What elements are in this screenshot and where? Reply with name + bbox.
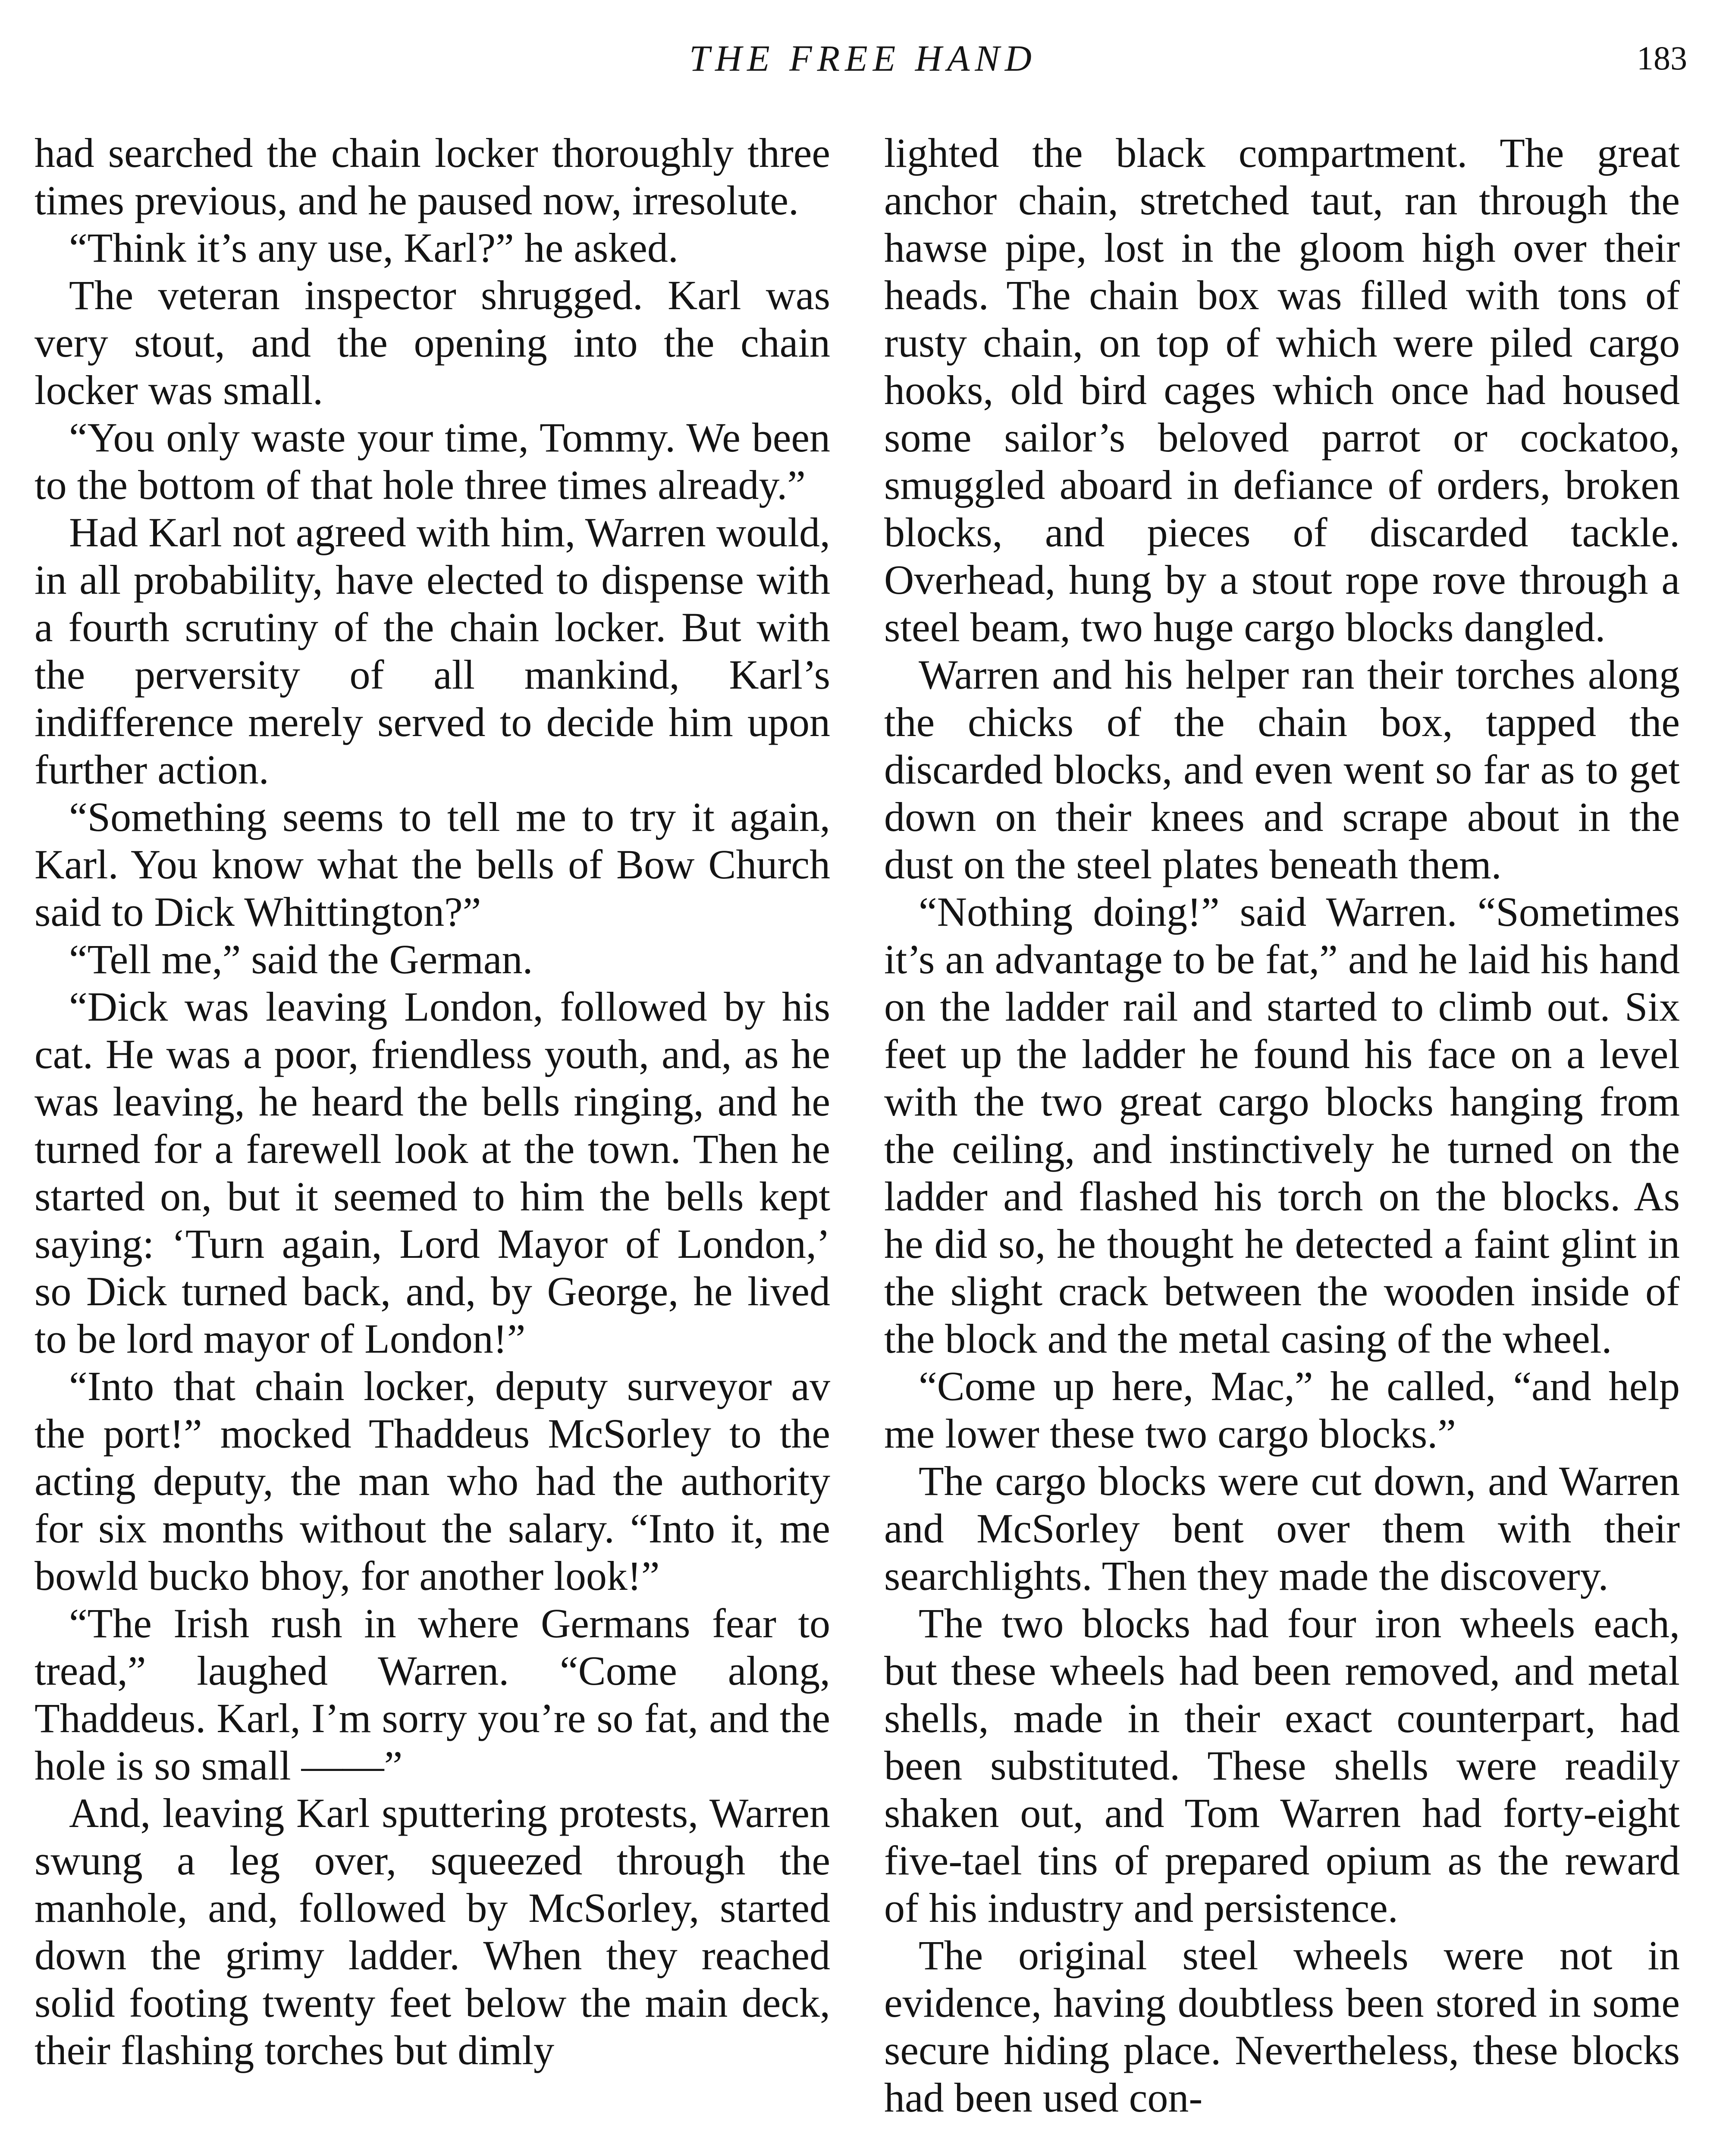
paragraph: Had Karl not agreed with him, Warren would, in all probability, have elected to dispense with a fourth scrutiny of the chain locker. But with the perversity of all mankind, Karl’s indifference merely served to decide him upon further action. xyxy=(35,509,830,793)
running-title: THE FREE HAND xyxy=(689,38,1037,79)
paragraph: And, leaving Karl sputtering protests, Warren swung a leg over, squeezed through the manhole, and, followed by McSorley, started down the grimy ladder. When they reached solid footing twenty feet below the main deck, their flashing torches but dimly xyxy=(35,1790,830,2073)
paragraph: The two blocks had four iron wheels each, but these wheels had been removed, and metal shells, made in their exact counterpart, had been substituted. These shells were readily shaken out, and Tom Warren had forty-eight five-tael tins of prepared opium as the reward of his industry and persistence. xyxy=(884,1600,1680,1931)
left-column xyxy=(35,129,830,2156)
paragraph: Warren and his helper ran their torches along the chicks of the chain box, tapped the discarded blocks, and even went so far as to get down on their knees and scrape about in the dust on the steel plates beneath them. xyxy=(884,652,1680,887)
paragraph: The veteran inspector shrugged. Karl was very stout, and the opening into the chain locker was small. xyxy=(35,272,830,413)
paragraph: “Dick was leaving London, followed by his cat. He was a poor, friendless youth, and, as he was leaving, he heard the bells ringing, and he turned for a farewell look at the town. Then he started on, but it seemed to him the bells kept saying: ‘Turn again, Lord Mayor of London,’ so Dick turned back, and, by George, he lived to be lord mayor of London!” xyxy=(35,984,830,1362)
page-header xyxy=(0,34,1726,95)
paragraph: lighted the black compartment. The great anchor chain, stretched taut, ran through the hawse pipe, lost in the gloom high over their heads. The chain box was filled with tons of rusty chain, on top of which were piled cargo hooks, old bird cages which once had housed some sailor’s beloved parrot or cockatoo, smuggled aboard in defiance of orders, broken blocks, and pieces of discarded tackle. Overhead, hung by a stout rope rove through a steel beam, two huge cargo blocks dangled. xyxy=(884,130,1680,650)
paragraph: “Nothing doing!” said Warren. “Sometimes it’s an advantage to be fat,” and he laid his hand on the ladder rail and started to climb out. Six feet up the ladder he found his face on a level with the two great cargo blocks hanging from the ceiling, and instinctively he turned on the ladder and flashed his torch on the blocks. As he did so, he thought he detected a faint glint in the slight crack between the wooden inside of the block and the metal casing of the wheel. xyxy=(884,889,1680,1362)
page-number: 183 xyxy=(1637,39,1687,77)
paragraph: “Think it’s any use, Karl?” he asked. xyxy=(69,225,678,271)
paragraph: had searched the chain locker thoroughly three times previous, and he paused now, irresolute. xyxy=(35,130,830,223)
paragraph: “Something seems to tell me to try it again, Karl. You know what the bells of Bow Church said to Dick Whittington?” xyxy=(35,794,830,935)
paragraph: “Come up here, Mac,” he called, “and help me lower these two cargo blocks.” xyxy=(884,1363,1680,1457)
paragraph: “You only waste your time, Tommy. We been to the bottom of that hole three times already.” xyxy=(35,414,830,508)
paragraph: The original steel wheels were not in evidence, having doubtless been stored in some secure hiding place. Nevertheless, these blocks had been used con- xyxy=(884,1932,1680,2121)
right-column xyxy=(884,129,1680,2156)
paragraph: “Into that chain locker, deputy surveyor av the port!” mocked Thaddeus McSorley to the acting deputy, the man who had the authority for six months without the salary. “Into it, me bowld bucko bhoy, for another look!” xyxy=(35,1363,830,1599)
paragraph: The cargo blocks were cut down, and Warren and McSorley bent over them with their searchlights. Then they made the discovery. xyxy=(884,1458,1680,1599)
paragraph: “Tell me,” said the German. xyxy=(69,936,533,982)
paragraph: “The Irish rush in where Germans fear to tread,” laughed Warren. “Come along, Thaddeus. Karl, I’m sorry you’re so fat, and the hole is so small ——” xyxy=(35,1600,830,1789)
